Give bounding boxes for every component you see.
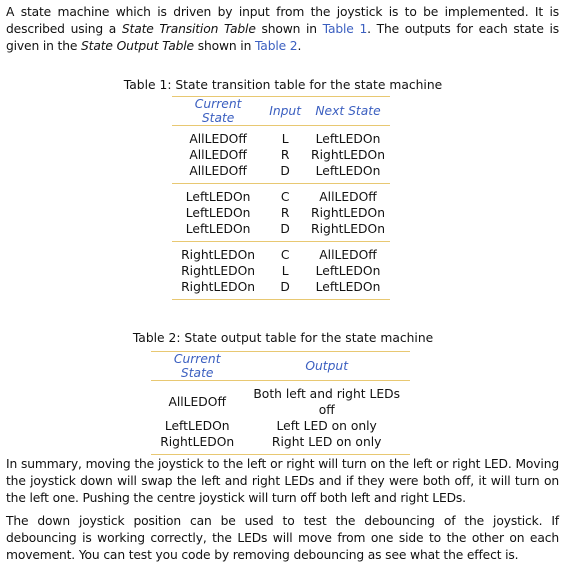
table1-header-current-state: Current State bbox=[172, 97, 264, 126]
table-row bbox=[172, 147, 390, 163]
table-cell: Both left and right LEDs off bbox=[253, 387, 401, 417]
table-cell: R bbox=[280, 148, 290, 162]
table1-caption: Table 1: State transition table for the state machine bbox=[123, 78, 443, 92]
table-cell: RightLEDOn bbox=[311, 206, 385, 220]
table1-header-input: Input bbox=[264, 97, 306, 126]
table-cell: R bbox=[280, 206, 290, 220]
table-cell: D bbox=[264, 279, 306, 300]
table-cell: RightLEDOn bbox=[172, 279, 264, 300]
table-cell: RightLEDOn bbox=[311, 148, 385, 162]
state-transition-table bbox=[172, 96, 390, 300]
summary-paragraph: In summary, moving the joystick to the left or right will turn on the left or right LED. Moving the joystick down will swap the left and right LEDs and if they were both off, it will turn on the left one. Pushing the centre joystick will turn off both left and right LEDs. bbox=[6, 457, 559, 505]
table-cell: LeftLEDOn bbox=[315, 264, 381, 278]
table-cell: LeftLEDOn bbox=[315, 132, 381, 146]
table-cell: RightLEDOn bbox=[181, 248, 256, 262]
table-row bbox=[151, 418, 410, 434]
table-cell: L bbox=[281, 264, 289, 278]
table-cell: LeftLEDOn bbox=[185, 190, 251, 204]
table-cell: Right LED on only bbox=[243, 434, 410, 455]
debounce-paragraph: The down joystick position can be used to test the debouncing of the joystick. If debouncing is working correctly, the LEDs will move from one side to the other on each movement. You can test you code by removing debouncing as see what the effect is. bbox=[6, 514, 559, 562]
table-cell: RightLEDOn bbox=[181, 264, 256, 278]
intro-emphasis-state-transition: State Transition Table bbox=[121, 21, 256, 36]
table-row bbox=[172, 263, 390, 279]
table-cell: C bbox=[280, 190, 290, 204]
table-cell: RightLEDOn bbox=[306, 221, 390, 242]
table2-caption: Table 2: State output table for the state machine bbox=[132, 331, 434, 345]
table-row bbox=[151, 434, 410, 455]
table-cell: LeftLEDOn bbox=[164, 419, 230, 433]
table1-reference-link[interactable]: Table 1 bbox=[322, 21, 368, 36]
table-row bbox=[172, 242, 390, 264]
table-row bbox=[172, 126, 390, 148]
table-cell: LeftLEDOn bbox=[172, 221, 264, 242]
intro-text: . bbox=[297, 38, 302, 53]
table-cell: L bbox=[281, 132, 289, 146]
table-cell: AllLEDOff bbox=[168, 395, 226, 409]
table-cell: C bbox=[280, 248, 290, 262]
table-cell: AllLEDOff bbox=[319, 190, 377, 204]
table-row bbox=[172, 184, 390, 206]
table-row bbox=[172, 221, 390, 242]
table2-reference-link[interactable]: Table 2 bbox=[254, 38, 298, 53]
table-cell: AllLEDOff bbox=[189, 132, 247, 146]
intro-text: shown in bbox=[255, 21, 323, 36]
table-cell: AllLEDOff bbox=[189, 148, 247, 162]
table2-header-output: Output bbox=[243, 352, 410, 381]
intro-text: . The outputs for each state is given in the bbox=[6, 21, 560, 53]
table-cell: AllLEDOff bbox=[319, 248, 377, 262]
table-cell: Left LED on only bbox=[276, 419, 377, 433]
intro-emphasis-state-output: State Output Table bbox=[81, 38, 194, 53]
table-cell: D bbox=[264, 221, 306, 242]
table-row bbox=[151, 381, 410, 419]
table-row bbox=[172, 205, 390, 221]
table2-header-current-state: Current State bbox=[151, 352, 243, 381]
table-row bbox=[172, 163, 390, 184]
table-cell: LeftLEDOn bbox=[185, 206, 251, 220]
table-cell: LeftLEDOn bbox=[306, 163, 390, 184]
table-cell: D bbox=[264, 163, 306, 184]
intro-text: A state machine which is driven by input from the joystick is to be implemented. It is described using a bbox=[6, 5, 559, 36]
table1-header-next-state: Next State bbox=[306, 97, 390, 126]
table-cell: AllLEDOff bbox=[172, 163, 264, 184]
intro-paragraph bbox=[6, 4, 559, 54]
table-cell: RightLEDOn bbox=[151, 434, 243, 455]
table-cell: LeftLEDOn bbox=[306, 279, 390, 300]
table-row bbox=[172, 279, 390, 300]
state-output-table bbox=[151, 351, 410, 455]
intro-text: shown in bbox=[193, 38, 255, 53]
